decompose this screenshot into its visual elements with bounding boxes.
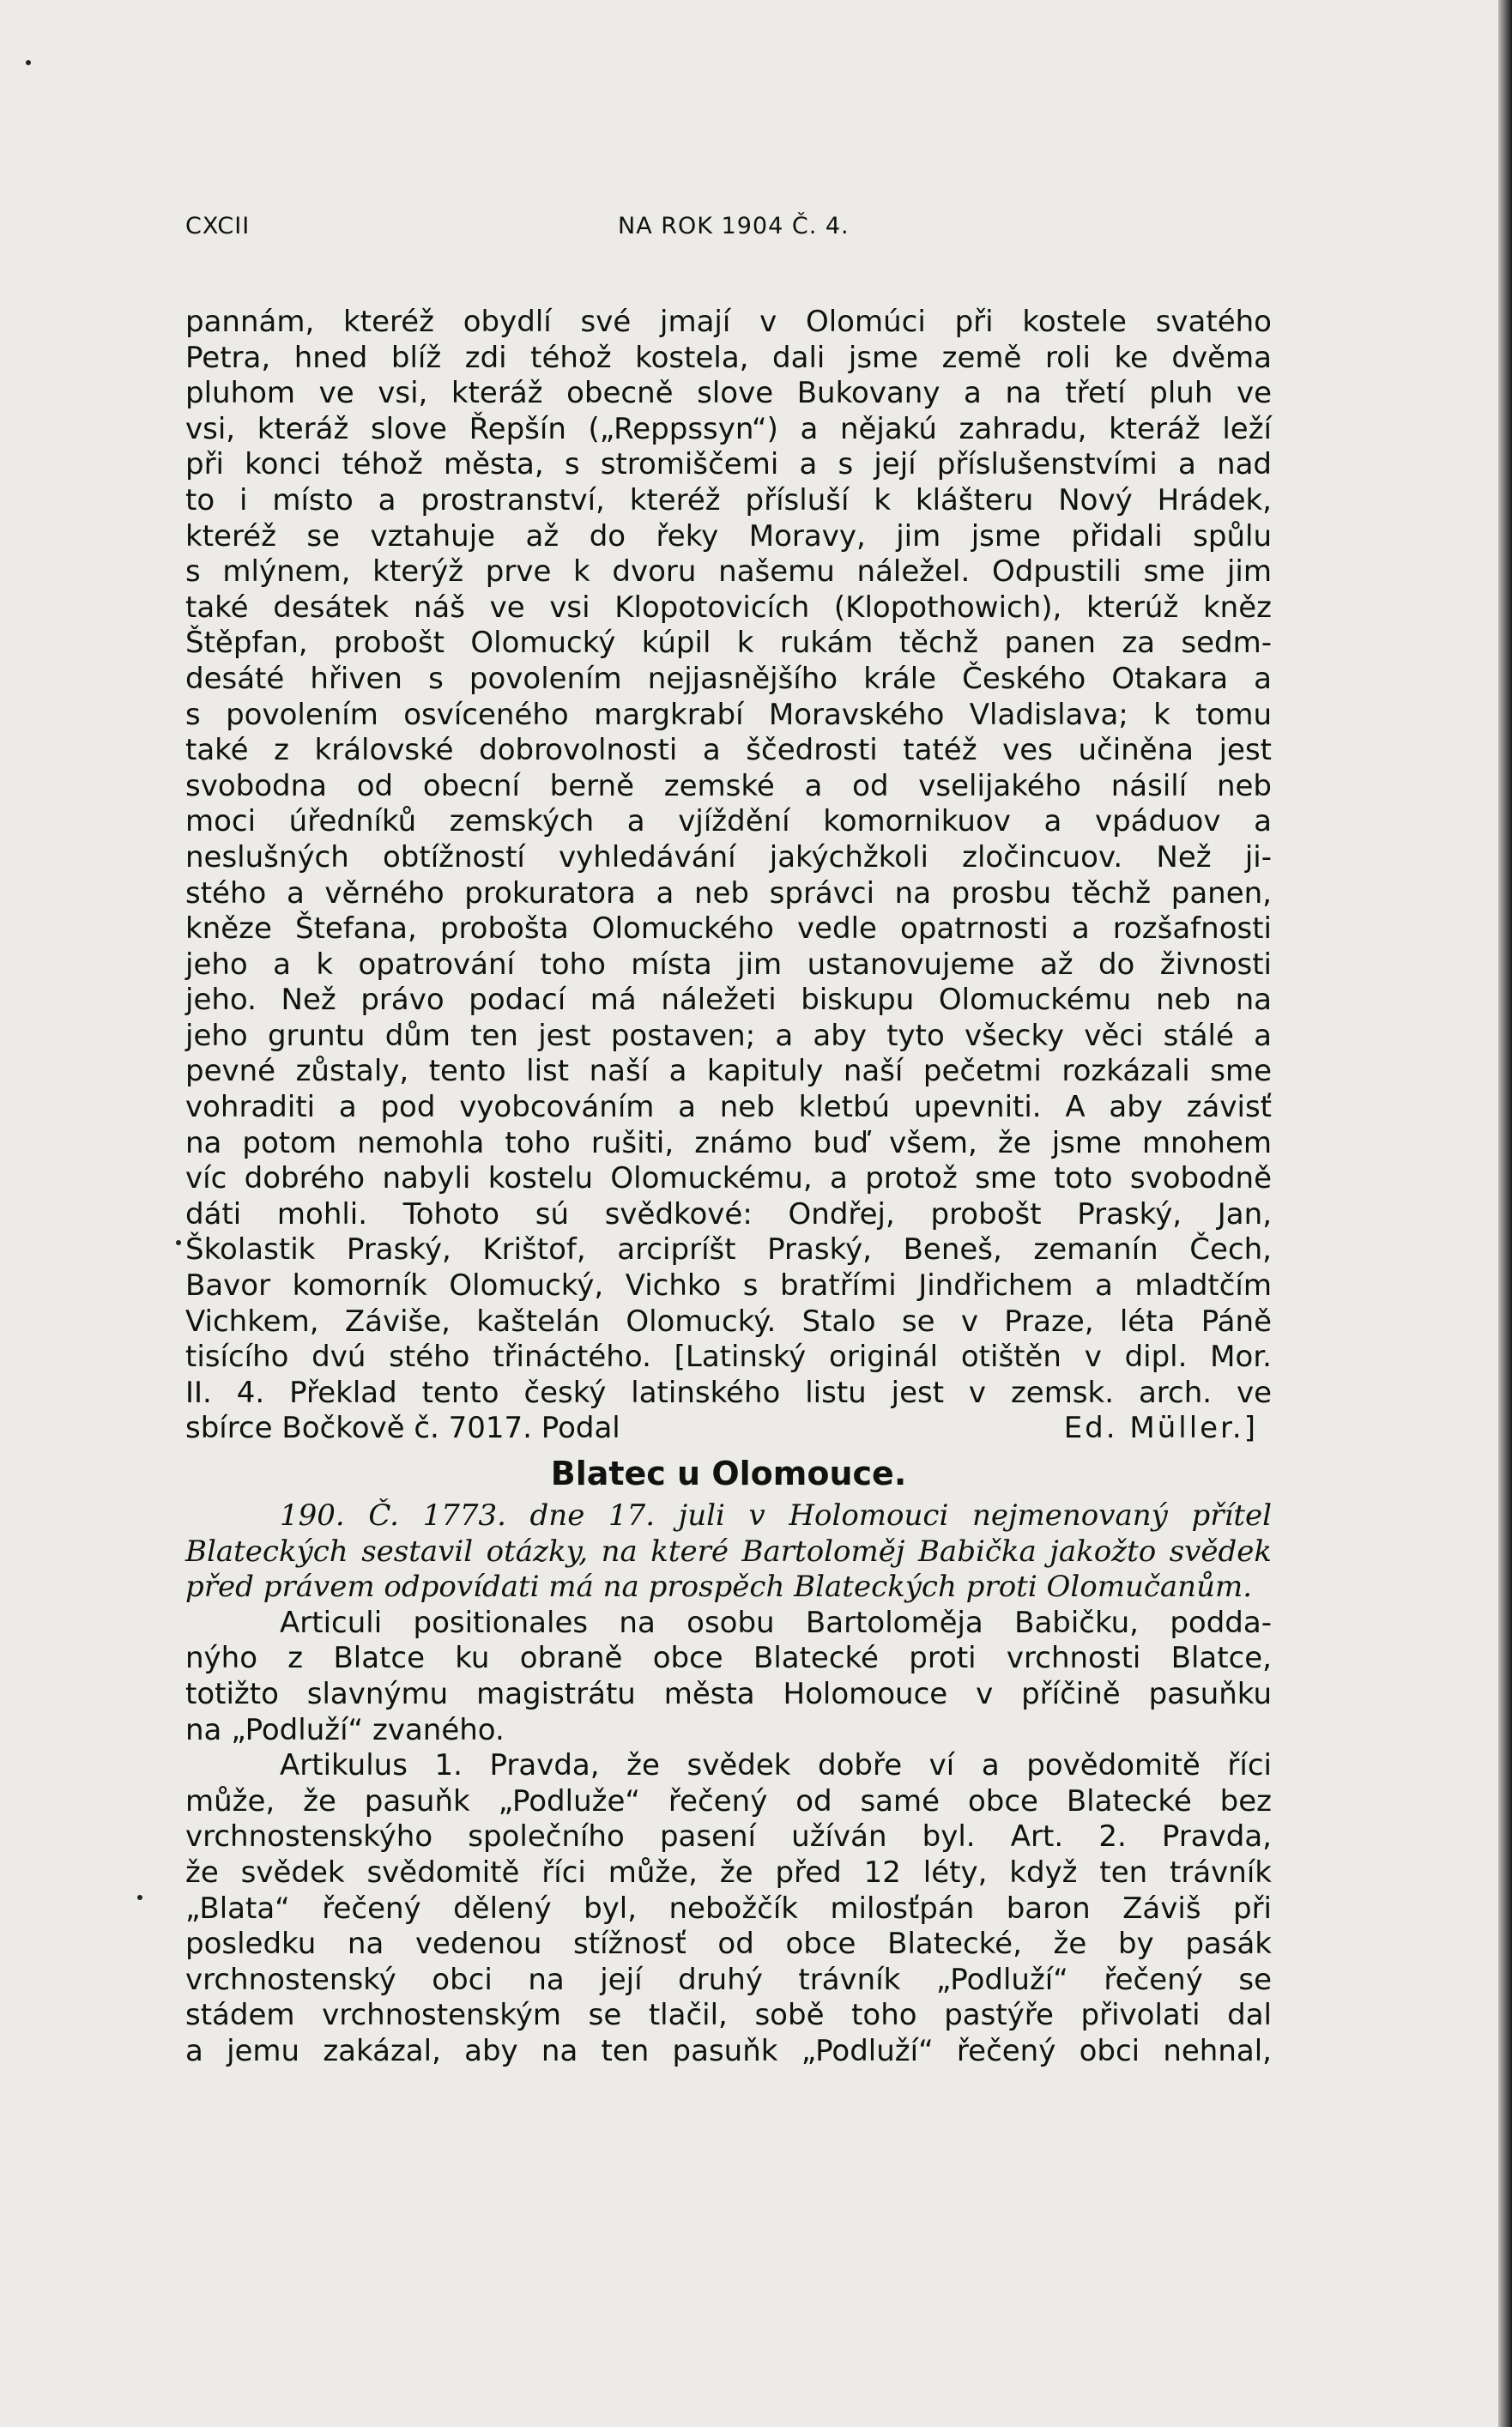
text-line: víc dobrého nabyli kostelu Olomuckému, a protož sme toto svobodně [185, 1161, 1272, 1196]
text-line: jeho gruntu dům ten jest postaven; a aby tyto všecky věci stálé a [185, 1018, 1272, 1053]
page-edge-shadow [1498, 0, 1512, 2427]
text-line: dáti mohli. Tohoto sú svědkové: Ondřej, probošt Praský, Jan, [185, 1196, 1272, 1232]
text-line: při konci téhož města, s stromiščemi a s její příslušenstvími a nad [185, 447, 1272, 482]
text-line: a jemu zakázal, aby na ten pasuňk „Podluží“ řečený obci nehnal, [185, 2033, 1272, 2068]
text-line: Artikulus 1. Pravda, že svědek dobře ví a povědomitě říci [280, 1748, 1272, 1783]
text-line: kteréž se vztahuje až do řeky Moravy, jim jsme přidali spůlu [185, 518, 1272, 554]
text-line: vsi, kteráž slove Řepšín („Reppssyn“) a nějakú zahradu, kteráž leží [185, 411, 1272, 446]
signature-line [185, 1411, 1272, 1447]
text-line: svobodna od obecní berně zemské a od vselijakého násilí neb [185, 768, 1272, 803]
paragraph-articuli [185, 1606, 1272, 1748]
text-line: totižto slavnýmu magistrátu města Holomouce v příčině pasuňku [185, 1676, 1272, 1711]
text-line: s mlýnem, kterýž prve k dvoru našemu náležel. Odpustili sme jim [185, 554, 1272, 590]
text-line: kněze Štefana, probošta Olomuckého vedle opatrnosti a rozšafnosti [185, 911, 1272, 947]
signature-line-text: sbírce Bočkově č. 7017. Podal [185, 1411, 620, 1446]
text-line: tisícího dvú stého třináctého. [Latinský originál otištěn v dipl. Mor. [185, 1340, 1272, 1375]
text-line: Bavor komorník Olomucký, Vichko s bratřími Jindřichem a mladtčím [185, 1268, 1272, 1304]
text-line: také desátek náš ve vsi Klopotovicích (Klopothowich), kterúž kněz [185, 590, 1272, 625]
scan-speck [137, 1895, 142, 1900]
text-line: před právem odpovídati má na prospěch Blateckých proti Olomučanům. [185, 1570, 1253, 1605]
text-line: II. 4. Překlad tento český latinského listu jest v zemsk. arch. ve [185, 1375, 1272, 1410]
text-line: vrchnostenskýho společního pasení užíván byl. Art. 2. Pravda, [185, 1819, 1272, 1855]
text-line: moci úředníků zemských a vjíždění komornikuov a vpáduov a [185, 804, 1272, 839]
text-line: Articuli positionales na osobu Bartoloměja Babičku, podda- [280, 1605, 1272, 1640]
text-line: Školastik Praský, Krištof, arcipríšt Praský, Beneš, zemanín Čech, [185, 1232, 1272, 1268]
text-line: na „Podluží“ zvaného. [185, 1712, 505, 1747]
text-line: nýho z Blatce ku obraně obce Blatecké proti vrchnosti Blatce, [185, 1641, 1272, 1676]
text-line: jeho. Než právo podací má náležeti biskupu Olomuckému neb na [185, 983, 1272, 1018]
text-line: Blateckých sestavil otázky, na které Bartoloměj Babička jakožto svědek [185, 1534, 1272, 1569]
text-line: Petra, hned blíž zdi téhož kostela, dali jsme země roli ke dvěma [185, 340, 1272, 375]
text-line: vrchnostenský obci na její druhý trávník „Podluží“ řečený se [185, 1962, 1272, 1997]
text-line: také z královské dobrovolnosti a ščedrosti tatéž ves učiněna jest [185, 733, 1272, 768]
text-line: na potom nemohla toho rušiti, známo buď všem, že jsme mnohem [185, 1125, 1272, 1160]
page-body [185, 305, 1272, 2070]
text-line: Štěpfan, probošt Olomucký kúpil k rukám těchž panen za sedm- [185, 626, 1272, 661]
paragraph-charter-translation [185, 305, 1272, 1411]
text-line: pluhom ve vsi, kteráž obecně slove Bukovany a na třetí pluh ve [185, 376, 1272, 411]
text-line: s povolením osvíceného margkrabí Moravského Vladislava; k tomu [185, 697, 1272, 732]
text-line: „Blata“ řečený dělený byl, nebožčík milosťpán baron Záviš při [185, 1891, 1272, 1926]
running-title: NA ROK 1904 Č. 4. [618, 213, 850, 239]
entry-intro [185, 1498, 1272, 1606]
text-line: posledku na vedenou stížnosť od obce Blatecké, že by pasák [185, 1927, 1272, 1962]
text-line: stádem vrchnostenským se tlačil, sobě toho pastýře přivolati dal [185, 1998, 1272, 2033]
paragraph-artikulus [185, 1748, 1272, 2069]
text-line: neslušných obtížností vyhledávání jakýchžkoli zločincuov. Než ji- [185, 839, 1272, 875]
text-line: stého a věrného prokuratora a neb správci na prosbu těchž panen, [185, 875, 1272, 911]
text-line: Vichkem, Záviše, kaštelán Olomucký. Stalo se v Praze, léta Páně [185, 1304, 1272, 1339]
page-number: CXCII [185, 213, 251, 239]
text-line: desáté hřiven s povolením nejjasnějšího krále Českého Otakara a [185, 661, 1272, 696]
text-line: vohraditi a pod vyobcováním a neb kletbú upevniti. A aby závisť [185, 1090, 1272, 1125]
text-line: 190. Č. 1773. dne 17. juli v Holomouci nejmenovaný přítel [280, 1498, 1272, 1533]
text-line: že svědek svědomitě říci může, že před 12 léty, když ten trávník [185, 1855, 1272, 1890]
text-line: pannám, kteréž obydlí své jmají v Olomúci při kostele svatého [185, 305, 1272, 339]
section-heading: Blatec u Olomouce. [550, 1455, 907, 1492]
text-line: jeho a k opatrování toho místa jim ustanovujeme až do živnosti [185, 947, 1272, 982]
text-line: může, že pasuňk „Podluže“ řečený od samé obce Blatecké bez [185, 1783, 1272, 1819]
text-line: pevné zůstaly, tento list naší a kapituly naší pečetmi rozkázali sme [185, 1054, 1272, 1089]
text-line: to i místo a prostranství, kteréž přísluší k klášteru Nový Hrádek, [185, 482, 1272, 517]
scan-speck [176, 1240, 181, 1245]
scan-speck [26, 60, 31, 65]
page-header [185, 213, 1292, 247]
signature-name: Ed. Müller.] [1063, 1411, 1258, 1446]
